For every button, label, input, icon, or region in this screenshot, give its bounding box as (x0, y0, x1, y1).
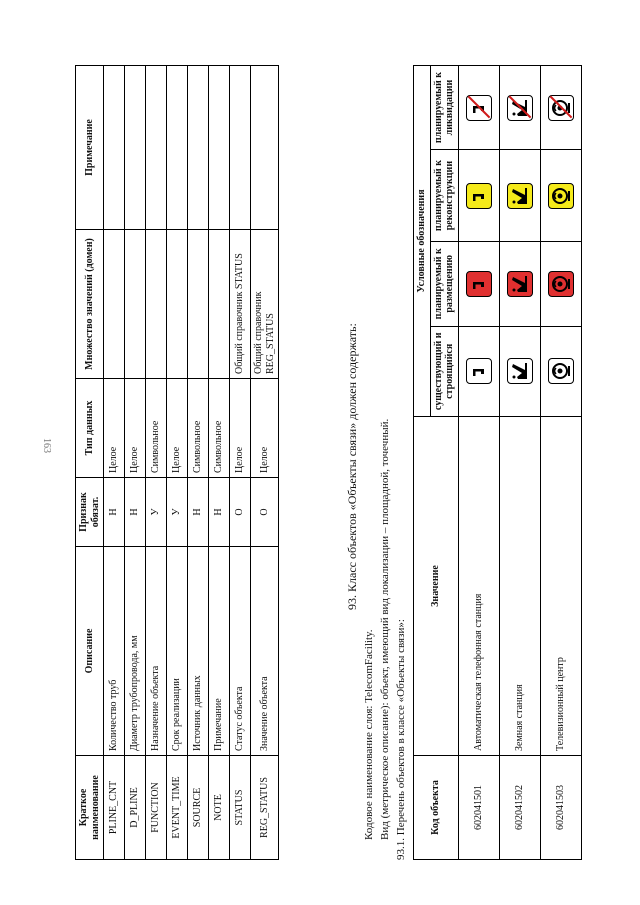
header-reconstruction: планируемый к реконструкции (430, 150, 458, 242)
cell-required: Н (104, 478, 125, 547)
objects-row (499, 66, 540, 860)
cell-required: Н (209, 478, 230, 547)
attributes-row (104, 66, 125, 860)
rotated-content (75, 0, 635, 860)
cell-symbol-reconstruction (540, 150, 581, 242)
attributes-row (188, 66, 209, 860)
header-domain: Множество значений (домен) (76, 230, 104, 379)
cell-description: Значение объекта (251, 547, 279, 756)
objects-table-body (458, 66, 581, 860)
cell-required: О (251, 478, 279, 547)
cell-domain (104, 230, 125, 379)
cell-domain (146, 230, 167, 379)
cell-object-code: 602041501 (458, 756, 499, 860)
cell-note (167, 66, 188, 230)
cell-description: Статус объекта (230, 547, 251, 756)
tv-center-icon (548, 271, 574, 297)
cell-symbol-reconstruction (499, 150, 540, 242)
earth-station-icon (507, 271, 533, 297)
page-number: 163 (41, 438, 52, 453)
cell-object-value: Земная станция (499, 417, 540, 756)
cell-description: Диаметр трубопровода, мм (125, 547, 146, 756)
geometry-text: Вид (метрическое описание): объект, имеющий вид локализации – площадной, точечный. (379, 418, 391, 840)
cell-short-name: REG_STATUS (251, 756, 279, 860)
cell-symbol-planned (499, 242, 540, 326)
objects-row (458, 66, 499, 860)
phone-station-icon (466, 358, 492, 384)
tv-center-icon (548, 358, 574, 384)
cell-note (104, 66, 125, 230)
cell-symbol-existing (499, 326, 540, 416)
attributes-row (167, 66, 188, 860)
cell-short-name: FUNCTION (146, 756, 167, 860)
cell-domain (125, 230, 146, 379)
cell-required: У (146, 478, 167, 547)
cell-short-name: NOTE (209, 756, 230, 860)
cell-short-name: D_PLINE (125, 756, 146, 860)
cell-symbol-existing (540, 326, 581, 416)
attributes-row (230, 66, 251, 860)
cell-description: Количество труб (104, 547, 125, 756)
cell-note (251, 66, 279, 230)
cell-data-type: Целое (125, 379, 146, 478)
tv-center-icon (548, 183, 574, 209)
cell-data-type: Целое (251, 379, 279, 478)
cell-short-name: EVENT_TIME (167, 756, 188, 860)
cell-required: О (230, 478, 251, 547)
cell-description: Назначение объекта (146, 547, 167, 756)
cell-data-type: Символьное (146, 379, 167, 478)
cell-domain: Общий справочник STATUS (230, 230, 251, 379)
header-required: Признак обязат. (76, 478, 104, 547)
header-liquidation: планируемый к ликвидации (430, 66, 458, 150)
header-legend: Условные обозначения (414, 66, 431, 417)
cell-required: У (167, 478, 188, 547)
section-title: 93. Класс объектов «Объекты связи» должен содержать: (345, 323, 359, 610)
earth-station-icon (507, 183, 533, 209)
objects-row (540, 66, 581, 860)
cell-required: Н (125, 478, 146, 547)
attributes-header-row (76, 66, 104, 860)
cell-data-type: Символьное (209, 379, 230, 478)
cell-required: Н (188, 478, 209, 547)
phone-station-icon (466, 183, 492, 209)
header-planned: планируемый к размещению (430, 242, 458, 326)
header-note: Примечание (76, 66, 104, 230)
objects-header-row-1 (414, 66, 431, 860)
attributes-table-body (104, 66, 279, 860)
cell-data-type: Целое (167, 379, 188, 478)
cell-symbol-liquidation (458, 66, 499, 150)
cell-description: Примечание (209, 547, 230, 756)
phone-station-icon (466, 95, 492, 121)
cell-symbol-liquidation (540, 66, 581, 150)
cell-domain (188, 230, 209, 379)
cell-note (188, 66, 209, 230)
cell-note (230, 66, 251, 230)
header-object-code: Код объекта (414, 756, 459, 860)
cell-domain (167, 230, 188, 379)
tv-center-icon (548, 95, 574, 121)
header-data-type: Тип данных (76, 379, 104, 478)
header-existing: существующий и строящийся (430, 326, 458, 416)
cell-domain: Общий справочник REG_STATUS (251, 230, 279, 379)
cell-note (146, 66, 167, 230)
attributes-row (251, 66, 279, 860)
attributes-row (209, 66, 230, 860)
cell-symbol-existing (458, 326, 499, 416)
attributes-row (146, 66, 167, 860)
phone-station-icon (466, 271, 492, 297)
cell-note (125, 66, 146, 230)
header-value: Значение (414, 417, 459, 756)
cell-data-type: Целое (104, 379, 125, 478)
layer-code-text: Кодовое наименование слоя: TelecomFacility. (363, 629, 375, 840)
cell-note (209, 66, 230, 230)
list-title: 93.1. Перечень объектов в классе «Объекты связи»: (395, 619, 407, 860)
cell-short-name: PLINE_CNT (104, 756, 125, 860)
cell-description: Срок реализации (167, 547, 188, 756)
attributes-row (125, 66, 146, 860)
cell-data-type: Символьное (188, 379, 209, 478)
cell-object-value: Телевизионный центр (540, 417, 581, 756)
header-short-name: Краткое наименование (76, 756, 104, 860)
attributes-table (75, 65, 279, 860)
objects-table (413, 65, 582, 860)
cell-object-value: Автоматическая телефонная станция (458, 417, 499, 756)
cell-domain (209, 230, 230, 379)
cell-symbol-planned (458, 242, 499, 326)
cell-object-code: 602041502 (499, 756, 540, 860)
cell-data-type: Целое (230, 379, 251, 478)
header-description: Описание (76, 547, 104, 756)
earth-station-icon (507, 358, 533, 384)
cell-short-name: STATUS (230, 756, 251, 860)
earth-station-icon (507, 95, 533, 121)
cell-short-name: SOURCE (188, 756, 209, 860)
cell-symbol-reconstruction (458, 150, 499, 242)
cell-description: Источник данных (188, 547, 209, 756)
cell-symbol-planned (540, 242, 581, 326)
cell-symbol-liquidation (499, 66, 540, 150)
cell-object-code: 602041503 (540, 756, 581, 860)
